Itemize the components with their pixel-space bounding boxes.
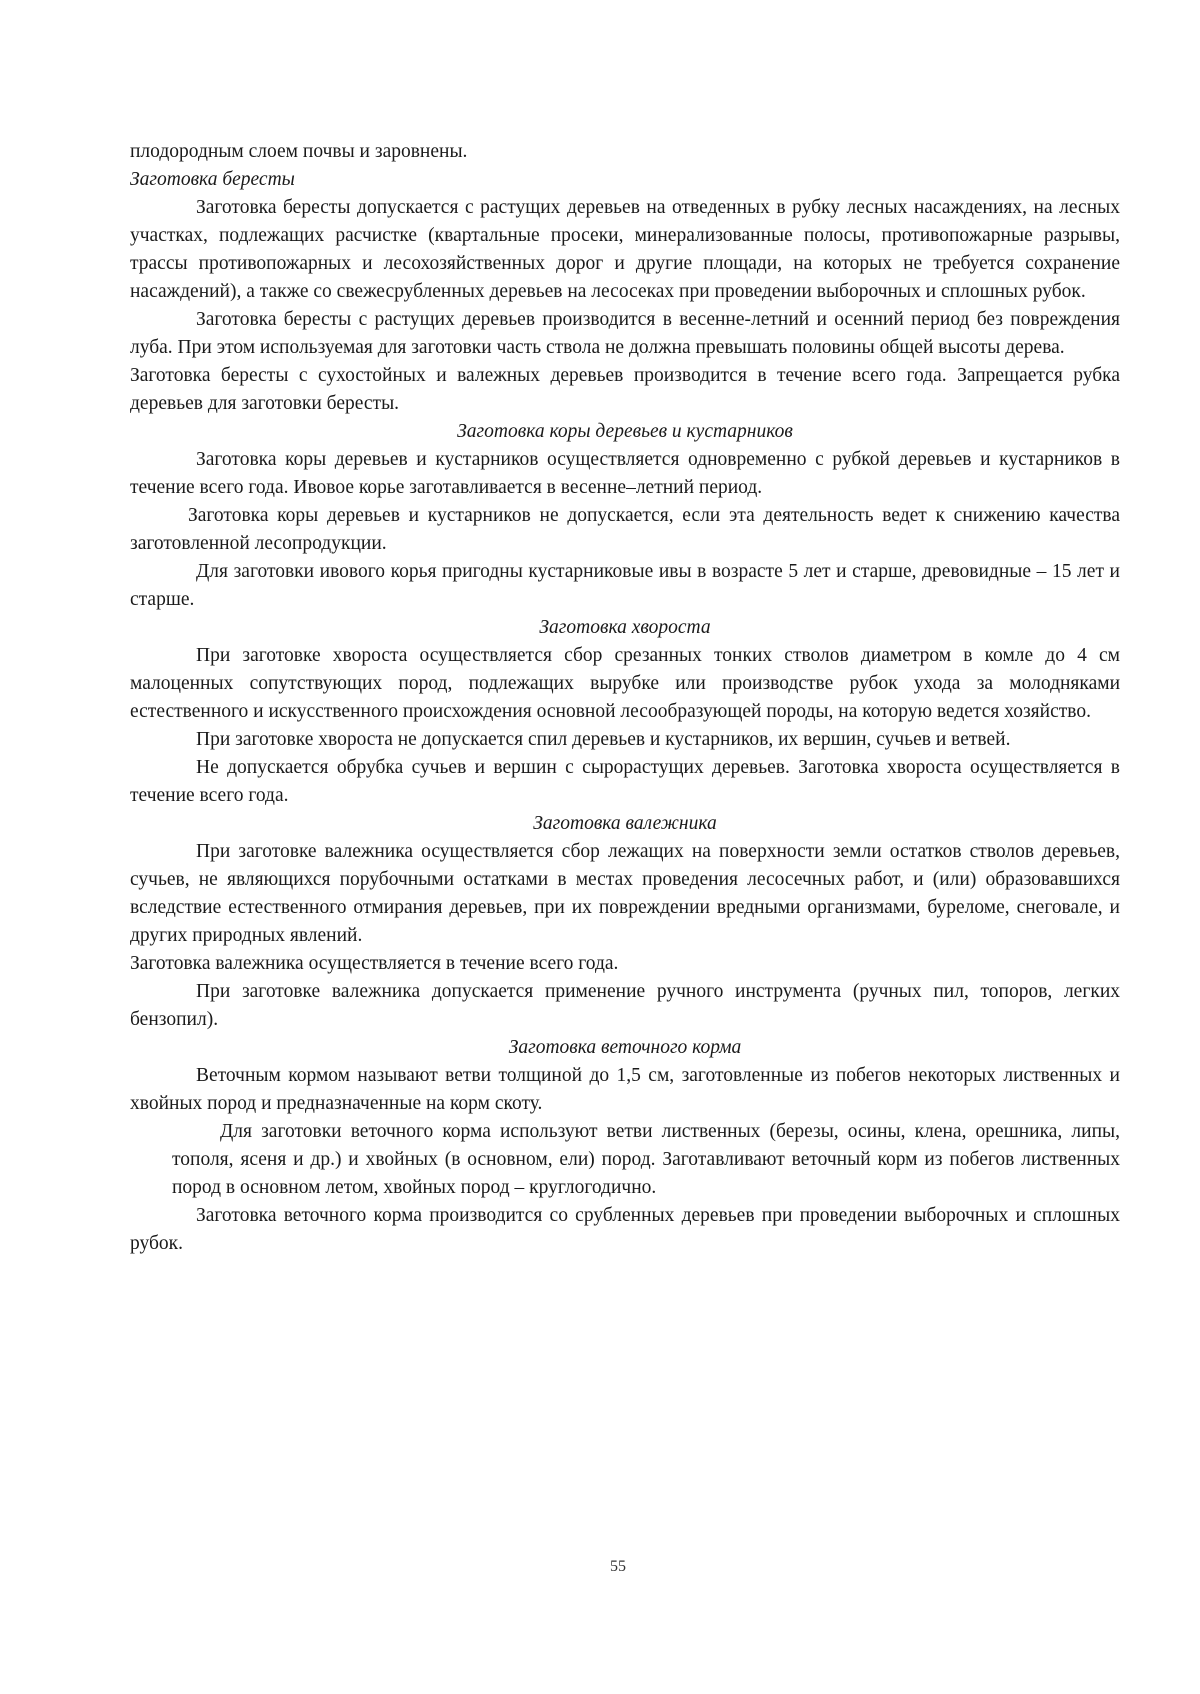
- section-heading-brushwood: Заготовка хвороста: [539, 617, 711, 638]
- brushwood-paragraph-3: Не допускается обрубка сучьев и вершин с сырорастущих деревьев. Заготовка хвороста осуществляется в течение всего года.: [130, 757, 1120, 806]
- bark-paragraph-3: Для заготовки ивового корья пригодны кустарниковые ивы в возрасте 5 лет и старше, древовидные – 15 лет и старше.: [130, 561, 1120, 610]
- birch-bark-paragraph-2: Заготовка бересты с растущих деревьев производится в весенне-летний и осенний период без повреждения луба. При этом используемая для заготовки часть ствола не должна превышать половины общей высоты дерева.: [130, 309, 1120, 358]
- intro-line: плодородным слоем почвы и заровнены.: [130, 141, 468, 162]
- bark-paragraph-1: Заготовка коры деревьев и кустарников осуществляется одновременно с рубкой деревьев и кустарников в течение всего года. Ивовое корье заготавливается в весенне–летний период.: [130, 449, 1120, 498]
- document-body: [130, 138, 1120, 1258]
- bark-paragraph-2: Заготовка коры деревьев и кустарников не допускается, если эта деятельность ведет к снижению качества заготовленной лесопродукции.: [130, 505, 1120, 554]
- brushwood-paragraph-2: При заготовке хвороста не допускается спил деревьев и кустарников, их вершин, сучьев и ветвей.: [196, 729, 1011, 750]
- fodder-paragraph-2: Для заготовки веточного корма используют ветви лиственных (березы, осины, клена, орешника, липы, тополя, ясеня и др.) и хвойных (в основном, ели) пород. Заготавливают веточный корм из побегов лиственных пород в основном летом, хвойных пород – круглогодично.: [172, 1121, 1120, 1198]
- section-heading-birch-bark: Заготовка бересты: [130, 169, 295, 190]
- fodder-paragraph-1: Веточным кормом называют ветви толщиной до 1,5 см, заготовленные из побегов некоторых лиственных и хвойных пород и предназначенные на корм скоту.: [130, 1065, 1120, 1114]
- birch-bark-paragraph-1: Заготовка бересты допускается с растущих деревьев на отведенных в рубку лесных насаждениях, на лесных участках, подлежащих расчистке (квартальные просеки, минерализованные полосы, противопожарные разрывы, трассы противопожарных и лесохозяйственных дорог и другие площади, на которых не требуется сохранение насаждений), а также со свежесрубленных деревьев на лесосеках при проведении выборочных и сплошных рубок.: [130, 197, 1120, 302]
- brushwood-paragraph-1: При заготовке хвороста осуществляется сбор срезанных тонких стволов диаметром в комле до 4 см малоценных сопутствующих пород, подлежащих вырубке или производстве рубок ухода за молодняками естественного и искусственного происхождения основной лесообразующей породы, на которую ведется хозяйство.: [130, 645, 1120, 722]
- birch-bark-paragraph-3: Заготовка бересты с сухостойных и валежных деревьев производится в течение всего года. Запрещается рубка деревьев для заготовки бересты.: [130, 365, 1120, 414]
- page-number: 55: [610, 1558, 626, 1575]
- deadwood-paragraph-2: Заготовка валежника осуществляется в течение всего года.: [130, 953, 619, 974]
- fodder-paragraph-3: Заготовка веточного корма производится со срубленных деревьев при проведении выборочных и сплошных рубок.: [130, 1205, 1120, 1254]
- deadwood-paragraph-3: При заготовке валежника допускается применение ручного инструмента (ручных пил, топоров, легких бензопил).: [130, 981, 1120, 1030]
- section-heading-deadwood: Заготовка валежника: [533, 813, 717, 834]
- section-heading-fodder: Заготовка веточного корма: [508, 1037, 742, 1058]
- section-heading-bark: Заготовка коры деревьев и кустарников: [457, 421, 793, 442]
- deadwood-paragraph-1: При заготовке валежника осуществляется сбор лежащих на поверхности земли остатков стволов деревьев, сучьев, не являющихся порубочными остатками в местах проведения лесосечных работ, и (или) образовавшихся вследствие естественного отмирания деревьев, при их повреждении вредными организмами, буреломе, снеговале, и других природных явлений.: [130, 841, 1120, 946]
